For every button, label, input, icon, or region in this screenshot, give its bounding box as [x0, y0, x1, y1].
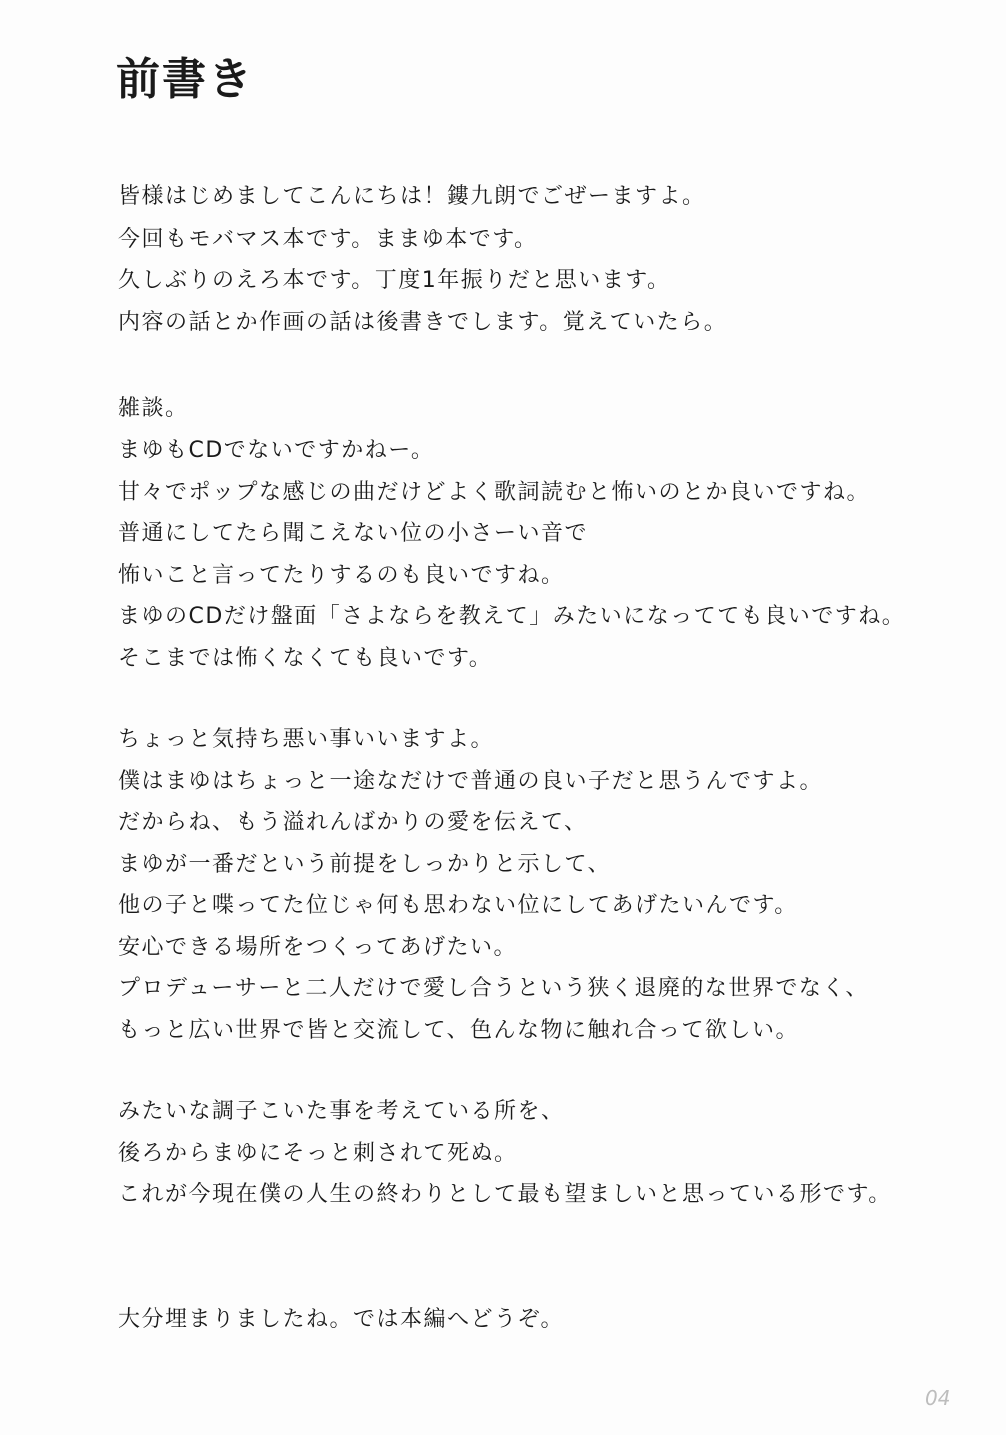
text-line: まゆもCDでないですかねー。: [118, 438, 435, 463]
text-line: まゆが一番だという前提をしっかりと示して、: [118, 852, 612, 877]
text-line: 甘々でポップな感じの曲だけどよく歌詞読むと怖いのとか良いですね。: [118, 480, 871, 505]
text-line: 雑談。: [118, 396, 189, 421]
text-line: 内容の話とか作画の話は後書きでします。覚えていたら。: [118, 310, 728, 335]
text-line: 久しぶりのえろ本です。丁度1年振りだと思います。: [118, 268, 671, 293]
text-line: ちょっと気持ち悪い事いいますよ。: [118, 727, 495, 752]
text-line: 後ろからまゆにそっと刺されて死ぬ。: [118, 1141, 518, 1166]
text-line: みたいな調子こいた事を考えている所を、: [118, 1099, 565, 1124]
text-line: これが今現在僕の人生の終わりとして最も望ましいと思っている形です。: [118, 1182, 892, 1207]
text-line: 怖いこと言ってたりするのも良いですね。: [118, 563, 565, 588]
text-line: 皆様はじめましてこんにちは！鏤九朗でごぜーますよ。: [118, 184, 706, 209]
text-line: プロデューサーと二人だけで愛し合うという狭く退廃的な世界でなく、: [118, 976, 869, 1001]
text-line: 大分埋まりましたね。では本編へどうぞ。: [118, 1307, 565, 1332]
text-line: だからね、もう溢れんばかりの愛を伝えて、: [118, 810, 588, 835]
text-line: 普通にしてたら聞こえない位の小さーい音で: [118, 521, 589, 546]
text-line: そこまでは怖くなくても良いです。: [118, 646, 493, 671]
text-line: まゆのCDだけ盤面「さよならを教えて」みたいになってても良いですね。: [118, 604, 906, 629]
text-line: 僕はまゆはちょっと一途なだけで普通の良い子だと思うんですよ。: [118, 769, 824, 794]
text-line: 今回もモバマス本です。ままゆ本です。: [118, 227, 538, 252]
page-number: 04: [925, 1386, 951, 1410]
page-title: 前書き: [116, 54, 254, 105]
text-line: 他の子と喋ってた位じゃ何も思わない位にしてあげたいんです。: [118, 893, 798, 918]
text-line: 安心できる場所をつくってあげたい。: [118, 935, 518, 960]
text-line: もっと広い世界で皆と交流して、色んな物に触れ合って欲しい。: [118, 1018, 800, 1043]
